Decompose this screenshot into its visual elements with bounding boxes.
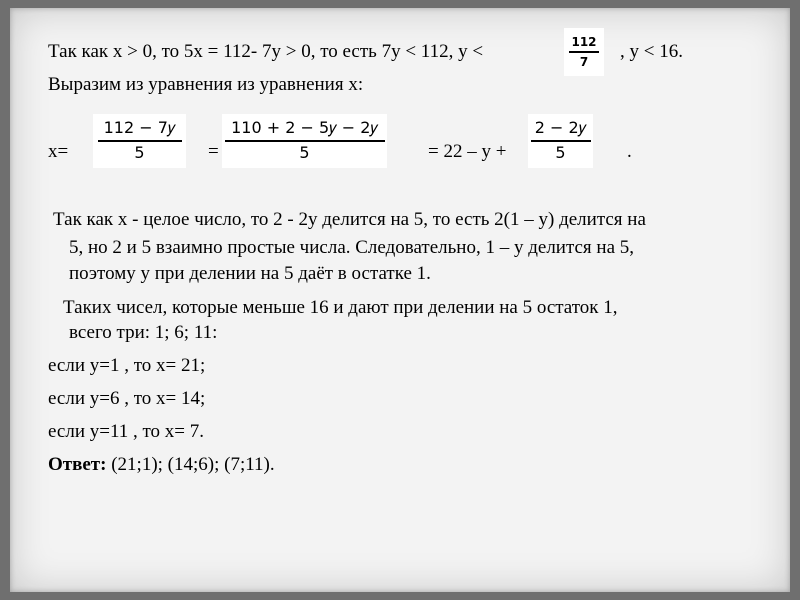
case-y-6: если y=6 , то x= 14;	[48, 388, 206, 409]
answer-label: Ответ:	[48, 454, 107, 475]
case-y-11: если y=11 , то x= 7.	[48, 421, 205, 442]
case-y-1: если y=1 , то x= 21;	[48, 355, 206, 376]
fraction-denominator: 5	[299, 142, 310, 162]
fraction-numerator: 112 − 7𝑦	[103, 118, 176, 138]
text-x-equals: x=	[48, 141, 69, 162]
fraction-bar	[569, 51, 599, 53]
fraction-numerator: 2 − 2𝑦	[534, 118, 587, 138]
text-22-minus-y: = 22 – y +	[428, 141, 507, 162]
fraction-numerator: 110 + 2 − 5𝑦 − 2𝑦	[231, 118, 378, 138]
fraction-112-minus-7y-over-5	[93, 114, 186, 168]
fraction-bar	[98, 140, 182, 142]
paragraph-1-line-3: поэтому y при делении на 5 даёт в остатке 1.	[69, 263, 431, 284]
text-line-1a: Так как x > 0, то 5x = 112- 7y > 0, то есть 7y < 112, y <	[48, 41, 484, 62]
answer-line	[48, 455, 275, 474]
paragraph-2-line-1: Таких чисел, которые меньше 16 и дают при делении на 5 остаток 1,	[63, 297, 618, 318]
fraction-denominator: 7	[579, 54, 589, 69]
paragraph-1-line-2: 5, но 2 и 5 взаимно простые числа. Следовательно, 1 – y делится на 5,	[69, 237, 635, 258]
text-period: .	[627, 141, 632, 162]
fraction-expanded-over-5	[222, 114, 387, 168]
text-line-1b: , y < 16.	[620, 41, 683, 62]
fraction-2-minus-2y-over-5	[528, 114, 593, 168]
fraction-bar	[225, 140, 385, 142]
fraction-denominator: 5	[555, 142, 566, 162]
fraction-bar	[531, 140, 591, 142]
paragraph-2-line-2: всего три: 1; 6; 11:	[69, 322, 218, 343]
answer-value: (21;1); (14;6); (7;11).	[106, 454, 275, 475]
text-equals: =	[208, 141, 219, 162]
fraction-denominator: 5	[134, 142, 145, 162]
fraction-112-over-7	[564, 28, 604, 76]
fraction-numerator: 112	[571, 34, 597, 49]
paragraph-1-line-1: Так как x - целое число, то 2 - 2y делится на 5, то есть 2(1 – y) делится на	[53, 209, 646, 230]
text-line-2: Выразим из уравнения из уравнения x:	[48, 74, 364, 95]
